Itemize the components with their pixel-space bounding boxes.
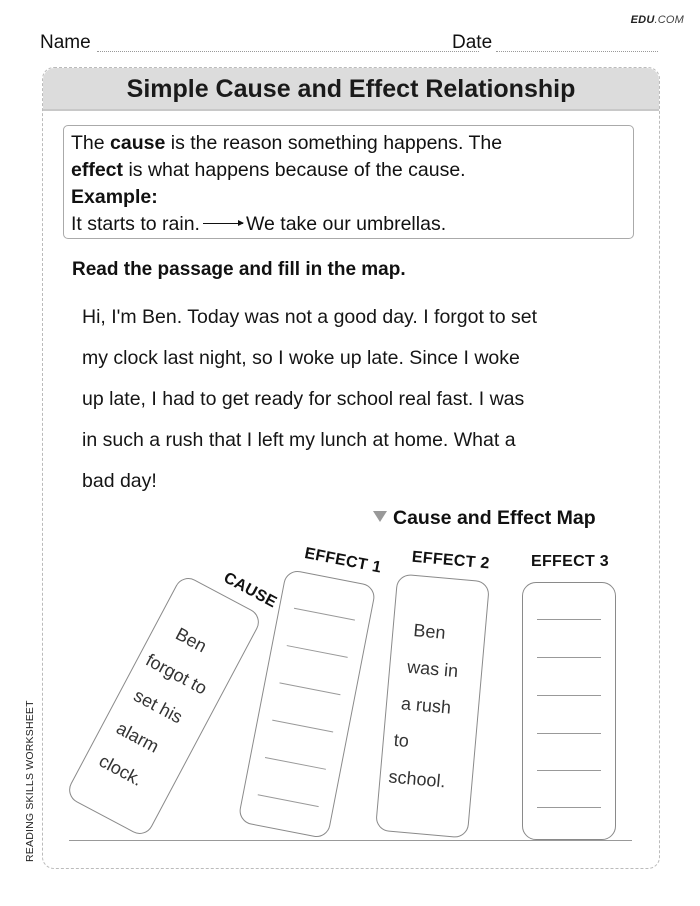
example-label-text: Example: [71, 186, 158, 208]
name-field[interactable] [97, 51, 479, 52]
worksheet-title: Simple Cause and Effect Relationship [126, 75, 576, 103]
effect-2-text-line: to [393, 729, 410, 752]
passage-line: bad day! [82, 470, 157, 492]
triangle-down-icon [373, 511, 387, 522]
map-title-text: Cause and Effect Map [393, 507, 596, 529]
name-label: Name [40, 32, 91, 53]
write-line[interactable] [537, 695, 601, 696]
cause-label: CAUSE [220, 569, 280, 612]
passage-line: up late, I had to get ready for school real fast. I was [82, 388, 525, 410]
brand-rest: .COM [654, 14, 684, 26]
brand-bold: EDU [630, 14, 655, 26]
definition-line-1 [71, 130, 626, 157]
cause-text-line: forgot to [142, 649, 211, 699]
example-line [71, 211, 626, 238]
def-text: The [71, 132, 111, 154]
ground-line [69, 840, 632, 841]
write-line[interactable] [537, 657, 601, 658]
write-line[interactable] [537, 807, 601, 808]
effect-2-label: EFFECT 2 [411, 548, 491, 573]
effect-2-text-line: Ben [412, 620, 447, 643]
definition-box [63, 125, 634, 239]
effect-3-card[interactable] [522, 553, 616, 840]
passage [82, 297, 642, 502]
write-line[interactable] [258, 794, 319, 807]
cause-text-line: alarm [113, 717, 163, 757]
cause-text-line: clock. [95, 750, 146, 790]
passage-line: Hi, I'm Ben. Today was not a good day. I forgot to set [82, 306, 538, 328]
cause-text-line: set his [130, 685, 186, 728]
date-field[interactable] [496, 51, 658, 52]
date-label: Date [452, 32, 493, 53]
effect-2-text-line: was in [406, 656, 460, 682]
write-line[interactable] [294, 608, 355, 621]
def-text: is what happens because of the cause. [123, 159, 466, 181]
example-effect: We take our umbrellas. [245, 213, 447, 235]
example-cause: It starts to rain. [71, 213, 200, 235]
write-line[interactable] [279, 682, 340, 695]
write-line[interactable] [537, 619, 601, 620]
title-bar [43, 68, 659, 111]
effect-3-label: EFFECT 3 [531, 553, 609, 570]
write-line[interactable] [537, 770, 601, 771]
def-cause-term: cause [110, 132, 166, 154]
write-line[interactable] [265, 757, 326, 770]
effect-2-text [379, 610, 486, 802]
arrow-right-icon [203, 223, 243, 224]
write-line[interactable] [272, 720, 333, 733]
side-label: READING SKILLS WORKSHEET [24, 700, 36, 862]
def-text: is the reason something happens. The [165, 132, 503, 154]
effect-2-text-line: school. [387, 766, 447, 792]
map-title [373, 507, 596, 530]
cause-text-line: Ben [172, 623, 211, 657]
instruction: Read the passage and fill in the map. [72, 259, 406, 280]
example-label [71, 184, 626, 211]
definition-line-2 [71, 157, 626, 184]
write-line[interactable] [287, 645, 348, 658]
effect-1-label: EFFECT 1 [303, 544, 383, 577]
passage-line: my clock last night, so I woke up late. Since I woke [82, 347, 520, 369]
effect-2-text-line: a rush [400, 693, 452, 718]
passage-line: in such a rush that I left my lunch at home. What a [82, 429, 516, 451]
write-line[interactable] [537, 733, 601, 734]
def-effect-term: effect [71, 159, 124, 181]
brand-logo [631, 14, 684, 26]
name-date-row [40, 32, 660, 54]
